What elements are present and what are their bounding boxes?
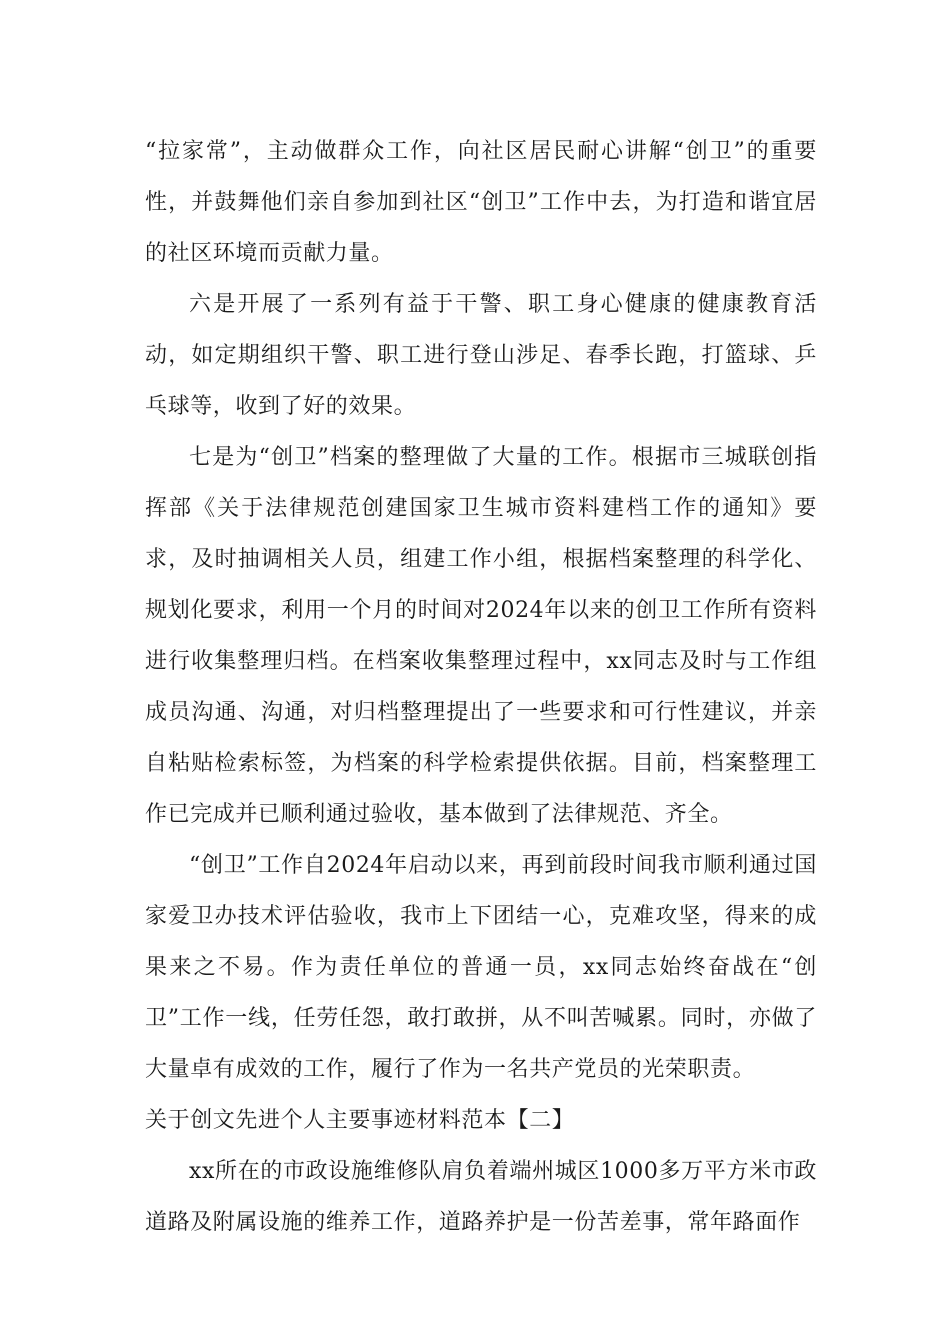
document-body (145, 126, 817, 1248)
section-heading: 关于创文先进个人主要事迹材料范本【二】 (145, 1108, 575, 1133)
paragraph-six: 六是开展了一系列有益于干警、职工身心健康的健康教育活动，如定期组织干警、职工进行登山涉足、春季长跑，打篮球、乒乓球等，收到了好的效果。 (145, 292, 817, 419)
paragraph-seven: 七是为“创卫”档案的整理做了大量的工作。根据市三城联创指挥部《关于法律规范创建国家卫生城市资料建档工作的通知》要求，及时抽调相关人员，组建工作小组，根据档案整理的科学化、规划化要求，利用一个月的时间对2024年以来的创卫工作所有资料进行收集整理归档。在档案收集整理过程中，xx同志及时与工作组成员沟通、沟通，对归档整理提出了一些要求和可行性建议，并亲自粘贴检索标签，为档案的科学检索提供依据。目前，档案整理工作已完成并已顺利通过验收，基本做到了法律规范、齐全。 (145, 445, 817, 827)
paragraph-continuation: “拉家常”，主动做群众工作，向社区居民耐心讲解“创卫”的重要性，并鼓舞他们亲自参加到社区“创卫”工作中去，为打造和谐宜居的社区环境而贡献力量。 (145, 139, 817, 266)
paragraph-section-two: xx所在的市政设施维修队肩负着端州城区1000多万平方米市政道路及附属设施的维养工作，道路养护是一份苦差事，常年路面作 (145, 1159, 817, 1235)
paragraph-summary: “创卫”工作自2024年启动以来，再到前段时间我市顺利通过国家爱卫办技术评估验收，我市上下团结一心，克难攻坚，得来的成果来之不易。作为责任单位的普通一员，xx同志始终奋战在“创卫”工作一线，任劳任怨，敢打敢拼，从不叫苦喊累。同时，亦做了大量卓有成效的工作，履行了作为一名共产党员的光荣职责。 (145, 853, 817, 1082)
